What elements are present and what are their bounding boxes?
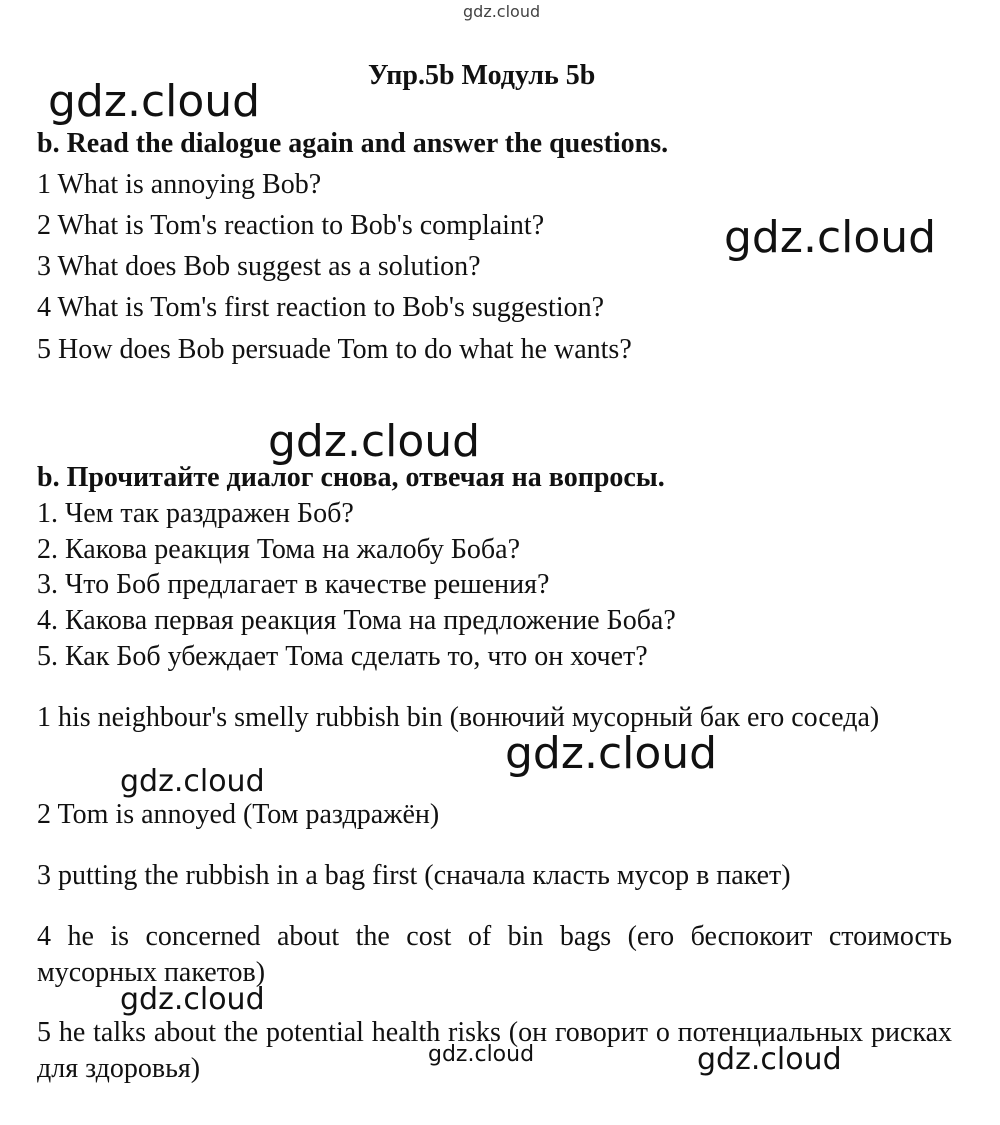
watermark: gdz.cloud [428, 1042, 535, 1067]
watermark: gdz.cloud [505, 728, 718, 779]
russian-question: 3. Что Боб предлагает в качестве решения? [37, 569, 550, 600]
russian-question: 1. Чем так раздражен Боб? [37, 498, 354, 529]
answer-item: 1 his neighbour's smelly rubbish bin (вонючий мусорный бак его соседа) [37, 702, 880, 733]
russian-heading: b. Прочитайте диалог снова, отвечая на вопросы. [37, 462, 665, 493]
watermark: gdz.cloud [120, 982, 265, 1017]
answer-item: 2 Tom is annoyed (Том раздражён) [37, 799, 440, 830]
watermark: gdz.cloud [724, 212, 937, 263]
english-question: 1 What is annoying Bob? [37, 169, 322, 200]
answer-item: 5 he talks about the potential health risks (он говорит о потенциальных рисках для здоровья) [37, 1017, 952, 1084]
watermark: gdz.cloud [268, 416, 481, 467]
watermark: gdz.cloud [48, 76, 261, 127]
page-title: Упр.5b Модуль 5b [368, 60, 596, 91]
watermark-top: gdz.cloud [463, 2, 541, 21]
answer-item: 4 he is concerned about the cost of bin bags (его беспокоит стоимость мусорных пакетов) [37, 921, 952, 988]
russian-question: 4. Какова первая реакция Тома на предложение Боба? [37, 605, 676, 636]
english-question: 5 How does Bob persuade Tom to do what he wants? [37, 334, 632, 365]
russian-question: 5. Как Боб убеждает Тома сделать то, что он хочет? [37, 641, 648, 672]
english-question: 2 What is Tom's reaction to Bob's complaint? [37, 210, 545, 241]
watermark: gdz.cloud [120, 764, 265, 799]
russian-question: 2. Какова реакция Тома на жалобу Боба? [37, 534, 521, 565]
english-heading: b. Read the dialogue again and answer the questions. [37, 128, 669, 159]
answer-item: 3 putting the rubbish in a bag first (сначала класть мусор в пакет) [37, 860, 791, 891]
english-question: 3 What does Bob suggest as a solution? [37, 251, 481, 282]
watermark: gdz.cloud [697, 1042, 842, 1077]
english-question: 4 What is Tom's first reaction to Bob's suggestion? [37, 292, 605, 323]
